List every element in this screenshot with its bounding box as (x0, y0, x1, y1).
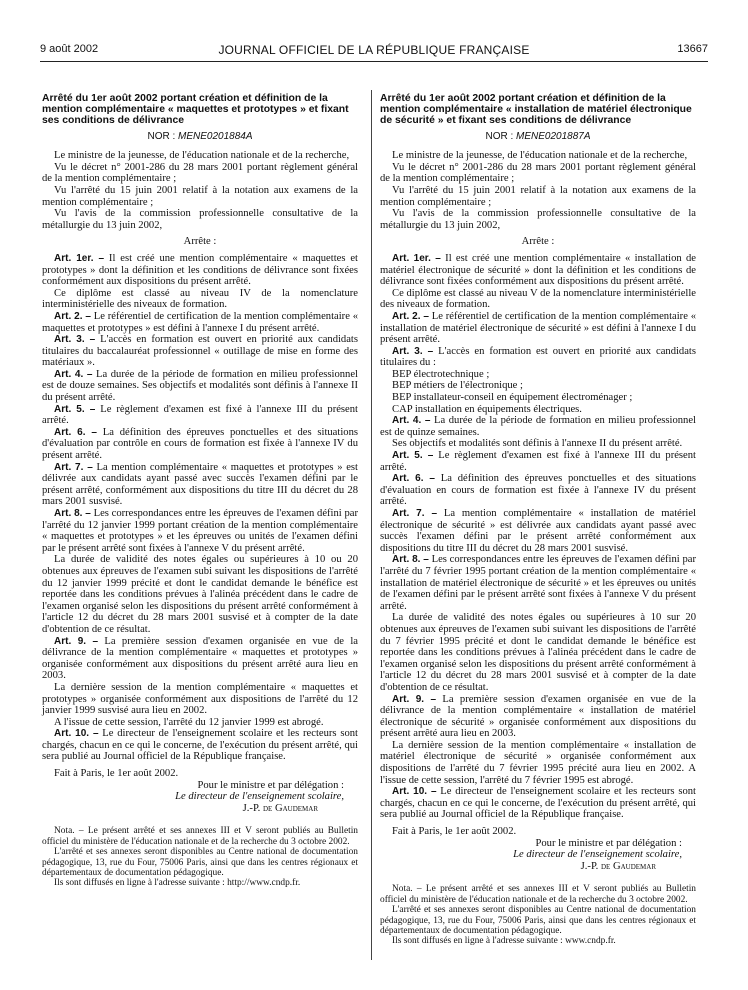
article-label: Art. 10. – (54, 728, 99, 740)
article-paragraph (380, 311, 696, 346)
article-label: Art. 7. – (54, 461, 93, 473)
article-paragraph (380, 346, 696, 369)
nor-reference (42, 131, 358, 143)
paragraph: Ils sont diffusés en ligne à l'adresse suivante : http://www.cndp.fr. (54, 878, 301, 889)
article-label: Art. 5. – (54, 403, 96, 415)
article-label: Art. 3. – (54, 334, 96, 346)
signing-place-date: Fait à Paris, le 1er août 2002. (392, 826, 517, 838)
article-paragraph (380, 694, 696, 740)
nota-section (42, 826, 358, 888)
article-label: Art. 2. – (392, 310, 429, 322)
nota-section (380, 884, 696, 946)
article-text: La mention complémentaire « maquettes et prototypes » est délivrée aux candidats ayant passé avec succès l'examen défini par le présent arrêté, conformément aux dispositions du titre III du décret du 28 mars 2001 susvisé. (42, 461, 358, 508)
article-paragraph (380, 438, 696, 450)
article-paragraph (380, 253, 696, 288)
paragraph: L'arrêté et ses annexes seront disponibles au Centre national de documentation pédagogique, 13, rue du Four, 75006 Paris, ainsi que dans les centres régionaux et départementaux de documentation pédagogique. (42, 847, 358, 879)
article-text: Le référentiel de certification de la mention complémentaire « maquettes et prototypes » est défini à l'annexe I du présent arrêté. (42, 310, 358, 334)
article-text: La durée de validité des notes égales ou supérieures à 10 sur 20 obtenues aux épreuves de l'examen subi suivant les dispositions de l'arrêté du 7 février 1995 précité et dont le candidat demande le bénéfice est reportée dans les conditions prévues à l'alinéa précédent dans le cadre de l'examen organisé selon les dispositions du présent arrêté conformément à l'article 12 du décret du 28 mars 2001 susvisé et à compter de la date d'obtention de ce résultat. (380, 612, 696, 693)
article-text: La première session d'examen organisée en vue de la délivrance de la mention complémentaire « installation de matériel électronique de sécurité » organisée conformément aux dispositions du présent arrêté aura lieu en 2003. (380, 693, 696, 740)
article-label: Art. 8. – (392, 554, 429, 566)
article-paragraph (42, 288, 358, 311)
article-paragraph (42, 554, 358, 635)
article-text: Ses objectifs et modalités sont définis à l'annexe II du présent arrêté. (392, 438, 683, 450)
issue-date: 9 août 2002 (40, 43, 99, 55)
nor-reference (380, 131, 696, 143)
article-text: Le référentiel de certification de la mention complémentaire « installation de matériel électronique de sécurité » est défini à l'annexe I du présent arrêté. (380, 310, 696, 346)
decree-title: Arrêté du 1er août 2002 portant création et définition de la mention complémentaire « maquettes et prototypes » et fixant ses conditions de délivrance (42, 93, 349, 127)
article-text: Ce diplôme est classé au niveau IV de la nomenclature interministérielle des niveaux de formation. (42, 287, 358, 311)
paragraph: Vu l'avis de la commission professionnelle consultative de la métallurgie du 13 juin 2002, (42, 208, 358, 231)
article-paragraph (42, 717, 358, 729)
article-paragraph (42, 253, 358, 288)
signature-role: Le directeur de l'enseignement scolaire, (513, 849, 682, 861)
nor-label: NOR : (147, 130, 176, 142)
decree-title: Arrêté du 1er août 2002 portant création et définition de la mention complémentaire « installation de matériel électronique de sécurité » et fixant ses conditions de délivrance (380, 93, 692, 127)
article-paragraph (380, 473, 696, 508)
article-label: Art. 1er. – (392, 252, 441, 264)
articles-continued (380, 415, 696, 821)
arrete-heading: Arrête : (183, 236, 217, 248)
article-text: Ce diplôme est classé au niveau V de la nomenclature interministérielle des niveaux de formation. (380, 287, 696, 311)
header-rule (40, 61, 708, 62)
article-label: Art. 3. – (392, 345, 434, 357)
signature-role: Le directeur de l'enseignement scolaire, (175, 791, 344, 803)
signature-name: J.-P. de Gaudemar (242, 802, 318, 814)
article-paragraph (380, 288, 696, 311)
article-label: Art. 8. – (54, 508, 91, 520)
preamble (42, 150, 358, 231)
article-paragraph (380, 415, 696, 438)
article-paragraph (380, 554, 696, 612)
article-text: La durée de la période de formation en milieu professionnel est de douze semaines. Ses objectifs et modalités sont définis à l'annexe II du présent arrêté. (42, 368, 358, 404)
article-text: La définition des épreuves ponctuelles et des situations d'évaluation en cours de formation est fixée à l'annexe IV du présent arrêté. (380, 473, 696, 508)
signing-place-date: Fait à Paris, le 1er août 2002. (54, 768, 179, 780)
article-paragraph (42, 462, 358, 508)
article-label: Art. 10. – (392, 786, 437, 798)
list-item: BEP installateur-conseil en équipement électroménager ; (392, 392, 633, 404)
article-text: Le règlement d'examen est fixé à l'annexe III du présent arrêté. (380, 450, 696, 473)
signature-delegation: Pour le ministre et par délégation : (535, 837, 682, 849)
article-paragraph (380, 612, 696, 693)
article-label: Art. 5. – (392, 450, 434, 462)
article-label: Art. 6. – (54, 426, 97, 438)
paragraph: Le ministre de la jeunesse, de l'éducation nationale et de la recherche, (392, 150, 688, 162)
arrete-heading: Arrête : (521, 236, 555, 248)
list-item: BEP métiers de l'électronique ; (392, 380, 523, 392)
paragraph: Vu l'avis de la commission professionnelle consultative de la métallurgie du 13 juin 2002, (380, 208, 696, 231)
paragraph: Vu le décret n° 2001-286 du 28 mars 2001 portant règlement général de la mention complémentaire ; (380, 161, 696, 185)
nor-code: MENE0201884A (178, 130, 253, 142)
article-paragraph (42, 636, 358, 682)
eligible-diplomas-list (380, 369, 696, 415)
paragraph: Nota. – Le présent arrêté et ses annexes III et V seront publiés au Bulletin officiel du ministère de l'éducation nationale et de la recherche du 3 octobre 2002. (380, 884, 696, 905)
list-item: CAP installation en équipements électriques. (392, 403, 582, 415)
column-divider (371, 90, 372, 960)
article-paragraph (42, 728, 358, 763)
article-text: La durée de la période de formation en milieu professionnel est de quinze semaines. (380, 415, 696, 438)
nor-label: NOR : (485, 130, 514, 142)
list-item: BEP électrotechnique ; (392, 368, 490, 380)
article-text: Les correspondances entre les épreuves de l'examen défini par l'arrêté du 12 janvier 1999 portant création de la mention complémentaire « maquettes et prototypes » et les épreuves ou unités de l'examen défini par le présent arrêté sont fixées à l'annexe V du présent arrêté. (42, 508, 358, 554)
article-text: Le directeur de l'enseignement scolaire et les recteurs sont chargés, chacun en ce qui le concerne, de l'exécution du présent arrêté, qui sera publié au Journal officiel de la République française. (42, 728, 358, 763)
paragraph: Vu l'arrêté du 15 juin 2001 relatif à la notation aux examens de la mention complémentaire ; (42, 184, 358, 208)
article-label: Art. 9. – (392, 693, 437, 705)
page-header (40, 43, 708, 59)
article-label: Art. 9. – (54, 635, 99, 647)
article-text: Le règlement d'examen est fixé à l'annexe III du présent arrêté. (42, 403, 358, 427)
article-paragraph (42, 311, 358, 334)
page-number: 13667 (677, 43, 708, 55)
paragraph: L'arrêté et ses annexes seront disponibles au Centre national de documentation pédagogique, 13, rue du Four, 75006 Paris, ainsi que dans les centres régionaux et départementaux de documentation pédagogique. (380, 905, 696, 937)
article-label: Art. 7. – (392, 508, 438, 520)
article-label: Art. 4. – (392, 415, 431, 427)
nor-code: MENE0201887A (516, 130, 591, 142)
signature-delegation: Pour le ministre et par délégation : (197, 779, 344, 791)
paragraph: Nota. – Le présent arrêté et ses annexes III et V seront publiés au Bulletin officiel du ministère de l'éducation nationale et de la recherche du 3 octobre 2002. (42, 826, 358, 847)
article-paragraph (42, 508, 358, 554)
article-label: Art. 6. – (392, 473, 435, 485)
right-column (380, 93, 696, 947)
journal-title: JOURNAL OFFICIEL DE LA RÉPUBLIQUE FRANÇAISE (218, 43, 530, 57)
article-text: La durée de validité des notes égales ou supérieures à 10 ou 20 obtenues aux épreuves de l'examen subi suivant les dispositions de l'arrêté du 12 janvier 1999 précité et dont le candidat demande le bénéfice est reportée dans les conditions prévues à l'alinéa précédent dans le cadre de l'examen organisé selon les dispositions du présent arrêté conformément à l'article 12 du décret du 28 mars 2001 susvisé et à compter de la date d'obtention de ce résultat. (42, 554, 358, 635)
article-text: La définition des épreuves ponctuelles et des situations d'évaluation par contrôle en cours de formation est fixée à l'annexe IV du présent arrêté. (42, 426, 358, 462)
article-paragraph (380, 508, 696, 554)
article-text: La première session d'examen organisée en vue de la délivrance de la mention complémentaire « maquettes et prototypes » organisée conformément aux dispositions du présent arrêté aura lieu en 2003. (42, 635, 358, 682)
article-paragraph (42, 682, 358, 717)
left-column (42, 93, 358, 889)
article-text: La dernière session de la mention complémentaire « installation de matériel électronique de sécurité » organisée conformément aux dispositions de l'arrêté du 7 février 1995 précité aura lieu en 2002. A l'issue de cette session, l'arrêté du 7 février 1995 est abrogé. (380, 739, 696, 786)
article-text: La dernière session de la mention complémentaire « maquettes et prototypes » organisée conformément aux dispositions de l'arrêté du 12 janvier 1999 susvisé aura lieu en 2002. (42, 681, 358, 717)
article-text: La mention complémentaire « installation de matériel électronique de sécurité » est délivrée aux candidats ayant passé avec succès l'examen défini par le présent arrêté conformément aux dispositions du titre III du décret du 28 mars 2001 susvisé. (380, 508, 696, 554)
preamble (380, 150, 696, 231)
article-text: Il est créé une mention complémentaire « maquettes et prototypes » dont la définition et les conditions de délivrance sont fixées conformément aux dispositions du présent arrêté. (42, 252, 358, 288)
article-paragraph (42, 427, 358, 462)
article-text: L'accès en formation est ouvert en priorité aux candidats titulaires du baccalauréat professionnel « outillage de mise en forme des matériaux ». (42, 334, 359, 369)
articles (380, 253, 696, 369)
articles (42, 253, 358, 763)
article-paragraph (380, 450, 696, 473)
article-paragraph (42, 404, 358, 427)
article-paragraph (42, 334, 358, 369)
article-paragraph (380, 740, 696, 786)
signature-name: J.-P. de Gaudemar (580, 860, 656, 872)
paragraph: Vu l'arrêté du 15 juin 2001 relatif à la notation aux examens de la mention complémentaire ; (380, 184, 696, 208)
article-text: Les correspondances entre les épreuves de l'examen défini par l'arrêté du 7 février 1995 portant création de la mention complémentaire « installation de matériel électronique de sécurité » et les épreuves ou unités de l'examen défini par le présent arrêté sont fixées à l'annexe V du présent arrêté. (380, 554, 696, 612)
article-text: Il est créé une mention complémentaire « installation de matériel électronique de sécurité » dont la définition et les conditions de délivrance sont fixées conformément aux dispositions du présent arrêté. (380, 252, 696, 288)
article-label: Art. 4. – (54, 368, 93, 380)
article-paragraph (42, 369, 358, 404)
article-text: Le directeur de l'enseignement scolaire et les recteurs sont chargés, chacun en ce qui le concerne, de l'exécution du présent arrêté, qui sera publié au Journal officiel de la République française. (380, 786, 696, 821)
article-paragraph (380, 786, 696, 821)
paragraph: Vu le décret n° 2001-286 du 28 mars 2001 portant règlement général de la mention complémentaire ; (42, 161, 358, 185)
article-text: A l'issue de cette session, l'arrêté du 12 janvier 1999 est abrogé. (54, 716, 324, 728)
article-text: L'accès en formation est ouvert en priorité aux candidats titulaires du : (380, 345, 697, 369)
paragraph: Le ministre de la jeunesse, de l'éducation nationale et de la recherche, (54, 150, 350, 162)
paragraph: Ils sont diffusés en ligne à l'adresse suivante : www.cndp.fr. (392, 936, 616, 947)
article-label: Art. 2. – (54, 310, 91, 322)
article-label: Art. 1er. – (54, 252, 105, 264)
